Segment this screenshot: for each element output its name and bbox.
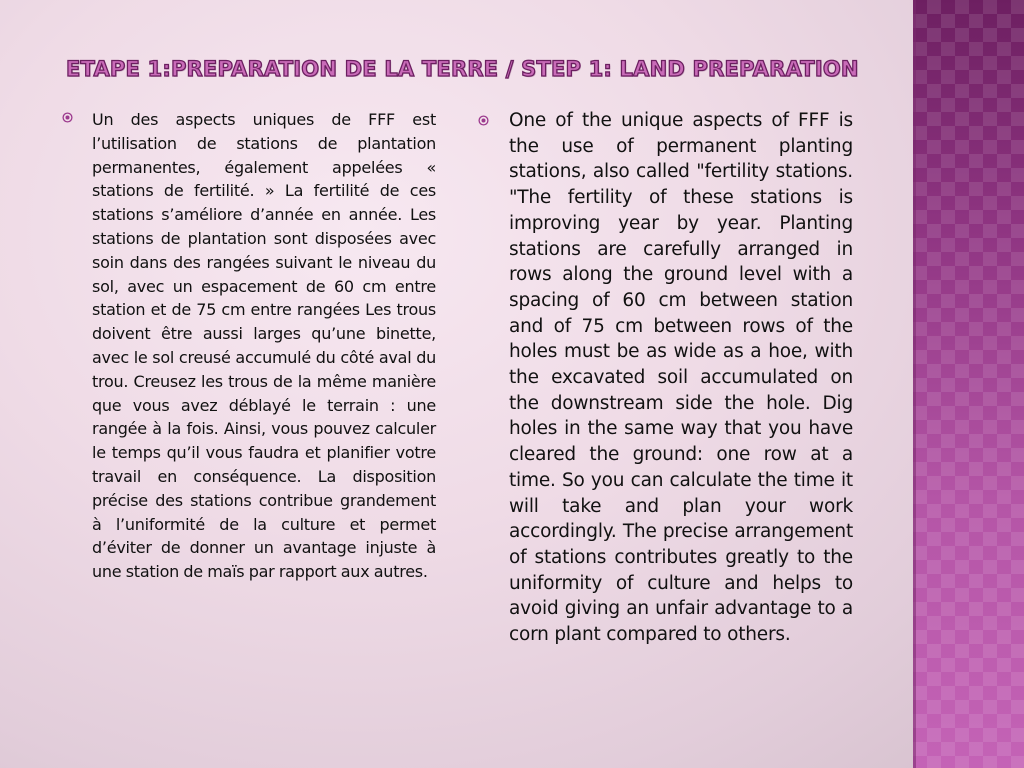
french-paragraph: Un des aspects uniques de FFF est l’utilisation de stations de plantation permanentes, également appelées « stations de fertilité. » La fertilité de ces stations s’améliore d’année en année. Les stations de plantation sont disposées avec soin dans des rangées suivant le niveau du sol, avec un espacement de 60 cm entre station et de 75 cm entre rangées Les trous doivent être aussi larges qu’une binette, avec le sol creusé accumulé du côté aval du trou. Creusez les trous de la même manière que vous avez déblayé le terrain : une rangée à la fois. Ainsi, vous pouvez calculer le temps qu’il vous faudra et planifier votre travail en conséquence. La disposition précise des stations contribue grandement à l’uniformité de la culture et permet d’éviter de donner un avantage injuste à une station de maïs par rapport aux autres. (92, 110, 436, 582)
right-column-english (478, 108, 853, 648)
circled-dot-bullet-icon (478, 115, 489, 126)
circled-dot-bullet-icon (62, 112, 73, 123)
slide-title: ETAPE 1:PREPARATION DE LA TERRE / STEP 1: LAND PREPARATION (66, 57, 859, 81)
english-paragraph: One of the unique aspects of FFF is the use of permanent planting stations, also called "fertility stations. "The fertility of these stations is improving year by year. Planting stations are carefully arranged in rows along the ground level with a spacing of 60 cm between station and of 75 cm between rows of the holes must be as wide as a hoe, with the excavated soil accumulated on the downstream side the hole. Dig holes in the same way that you have cleared the ground: one row at a time. So you can calculate the time it will take and plan your work accordingly. The precise arrangement of stations contributes greatly to the uniformity of culture and helps to avoid giving an unfair advantage to a corn plant compared to others. (509, 110, 853, 646)
left-column-french (62, 108, 436, 584)
side-panel-edge (913, 0, 916, 768)
decorative-side-panel (913, 0, 1024, 768)
